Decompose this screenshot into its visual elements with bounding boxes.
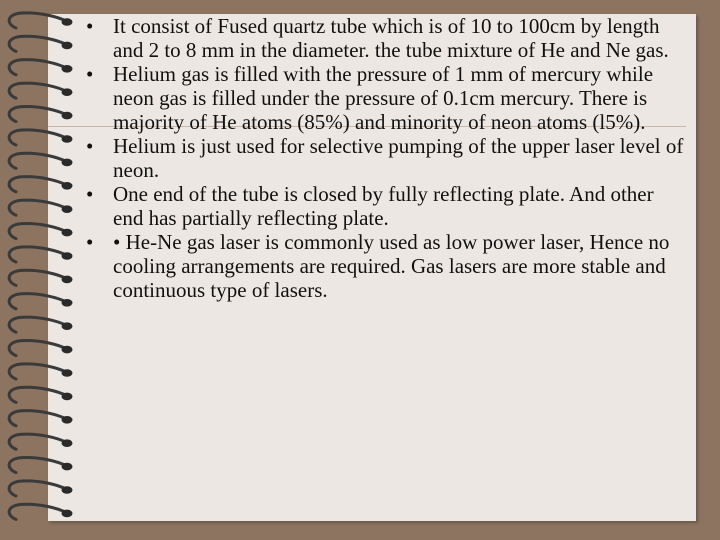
spiral-ring-icon [9, 60, 72, 75]
spiral-ring-icon [9, 294, 72, 309]
spiral-ring-icon [9, 177, 72, 192]
bullet-text: Helium gas is filled with the pressure of 1 mm of mercury while neon gas is filled under the pressure of 0.1cm mercury. There is majority of He atoms (85%) and minority of neon atoms (l5%). [113, 62, 654, 134]
bullet-item [86, 230, 686, 302]
spiral-ring-icon [9, 13, 72, 28]
spiral-ring-icon [9, 481, 72, 496]
bullet-list [86, 14, 686, 302]
bullet-icon: • [86, 134, 94, 158]
bullet-item [86, 134, 686, 182]
spiral-ring-icon [9, 36, 72, 51]
spiral-ring-icon [9, 223, 72, 238]
bullet-text: Helium is just used for selective pumping of the upper laser level of neon. [113, 134, 684, 182]
spiral-ring-icon [9, 270, 72, 285]
spiral-ring-icon [9, 247, 72, 262]
spiral-ring-icon [9, 434, 72, 449]
spiral-ring-icon [9, 130, 72, 145]
spiral-ring-icon [9, 457, 72, 472]
spiral-binding-icon [0, 0, 90, 540]
spiral-ring-icon [9, 153, 72, 168]
spiral-ring-icon [9, 340, 72, 355]
spiral-ring-icon [9, 387, 72, 402]
bullet-item [86, 182, 686, 230]
bullet-icon: • [86, 62, 94, 86]
spiral-ring-icon [9, 83, 72, 98]
bullet-icon: • [86, 182, 94, 206]
spiral-ring-icon [9, 106, 72, 121]
slide-content [86, 14, 686, 302]
spiral-ring-icon [9, 411, 72, 426]
spiral-ring-icon [9, 364, 72, 379]
spiral-ring-icon [9, 200, 72, 215]
bullet-icon: • [86, 14, 94, 38]
spiral-ring-icon [9, 504, 72, 519]
bullet-text: One end of the tube is closed by fully reflecting plate. And other end has partially reflecting plate. [113, 182, 654, 230]
bullet-text: It consist of Fused quartz tube which is of 10 to 100cm by length and 2 to 8 mm in the diameter. the tube mixture of He and Ne gas. [113, 14, 669, 62]
bullet-icon: • [86, 230, 94, 254]
bullet-item [86, 62, 686, 134]
bullet-item [86, 14, 686, 62]
bullet-text: • He-Ne gas laser is commonly used as low power laser, Hence no cooling arrangements are required. Gas lasers are more stable and continuous type of lasers. [113, 230, 670, 302]
spiral-ring-icon [9, 317, 72, 332]
